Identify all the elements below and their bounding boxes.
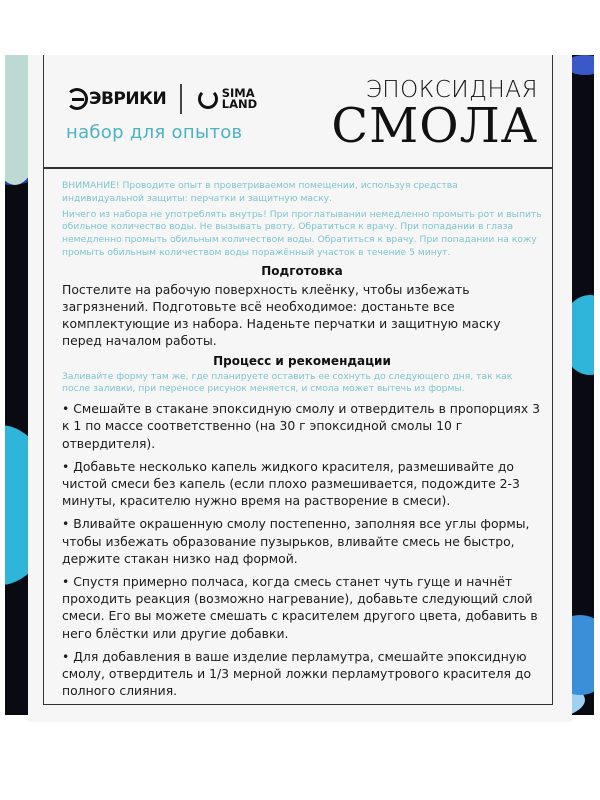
header-divider	[44, 167, 552, 169]
step-item: • Смешайте в стакане эпоксидную смолу и отвердитель в пропорциях 3 к 1 по массе соответственно (на 30 г эпоксидной смолы 10 г отвердителя).	[62, 401, 541, 451]
evriki-logo	[66, 88, 166, 110]
step-item: • Спустя примерно полчаса, когда смесь станет чуть гуще и начнёт проходить реакция (возможно нагревание), добавьте следующий слой смеси. Его вы можете смешать с красителем другого цвета, добавить в него блёстки или другие добавки.	[62, 574, 538, 641]
title-line-1: ЭПОКСИДНАЯ	[365, 77, 538, 103]
first-aid-warning: Ничего из набора не употреблять внутрь! При проглатывании немедленно промыть рот и выпить обильное количество воды. Не вызывать рвоту. Обратиться к врачу. При попадании в глаза немедленно промыть обильным количеством воды. Обратиться к врачу. При попадании на кожу промыть обильным количеством воды поражённый участок в течение 5 минут.	[62, 208, 542, 258]
evriki-brand-text: ЭВРИКИ	[89, 89, 167, 109]
logo-divider	[180, 84, 182, 114]
simaland-line1: SIMA	[221, 86, 255, 100]
step-item: • Для добавления в ваше изделие перламутра, смешайте эпоксидную смолу, отвердитель и 1/3 мерной ложки перламутрового красителя до полного слияния.	[62, 648, 532, 699]
step-item: • Вливайте окрашенную смолу постепенно, заполняя все углы формы, чтобы избежать образование пузырьков, вливайте смесь не быстро, держите стакан низко над формой.	[62, 516, 530, 566]
simaland-logo	[198, 88, 257, 110]
process-note: Заливайте форму там же, где планируете оставить ее сохнуть до следующего дня, так как после заливки, при переносе рисунок меняется, и смола может вытечь из формы.	[62, 370, 513, 395]
kit-subtitle: набор для опытов	[66, 122, 243, 143]
brand-logos	[66, 82, 257, 116]
safety-warning: ВНИМАНИЕ! Проводите опыт в проветриваемом помещении, используя средства индивидуальной защиты: перчатки и защитную маску.	[62, 180, 458, 204]
title-line-2: СМОЛА	[331, 98, 538, 154]
preparation-text: Постелите на рабочую поверхность клеёнку, чтобы избежать загрязнений. Подготовьте всё необходимое: достаньте все комплектующие из набора. Наденьте перчатки и защитную маску перед началом работы.	[62, 281, 501, 349]
simaland-brand-text	[222, 88, 257, 110]
instructions-body	[62, 180, 542, 705]
process-heading: Процесс и рекомендации	[213, 353, 391, 368]
preparation-heading: Подготовка	[261, 263, 343, 278]
simaland-line2: LAND	[221, 97, 258, 111]
step-item: • Добавьте несколько капель жидкого красителя, размешивайте до чистой смеси без капель (если плохо размешивается, подождите 2-3 минуты, красителю нужно время на растворение в смеси).	[62, 458, 520, 509]
evriki-e-icon	[66, 88, 88, 110]
sheet-header	[44, 56, 552, 167]
dolphin-icon	[198, 89, 218, 109]
